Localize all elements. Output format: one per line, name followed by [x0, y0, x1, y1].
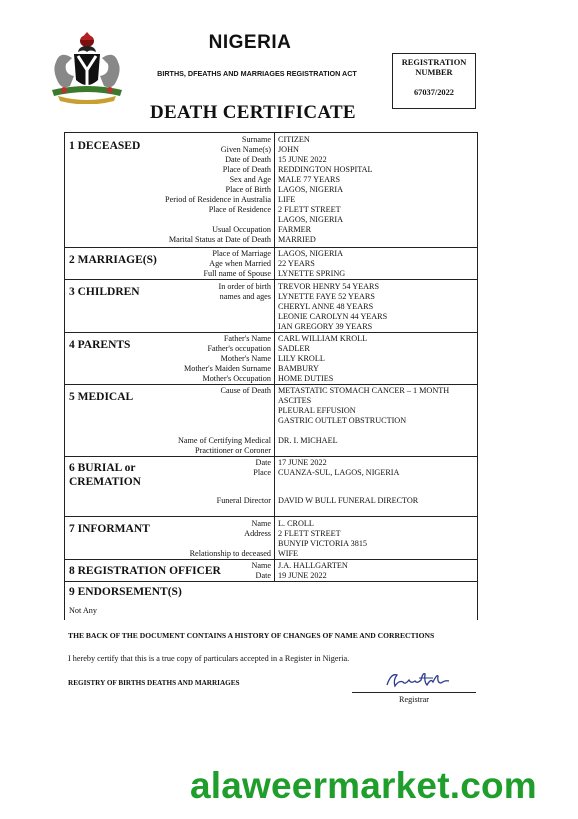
field-label: Name of Certifying Medical: [178, 436, 271, 445]
section-deceased: [65, 133, 477, 248]
medical-values: [278, 386, 475, 426]
registrar-label: Registrar: [398, 695, 429, 704]
funeral-director-label: [65, 496, 271, 506]
field-value: LEONIE CAROLYN 44 YEARS: [278, 312, 388, 321]
children-labels: [65, 282, 271, 302]
field-label: Sex and Age: [229, 175, 271, 184]
field-label: Cause of Death: [220, 386, 271, 395]
section-title: 9 ENDORSEMENT(S): [69, 586, 182, 598]
field-value: LAGOS, NIGERIA: [278, 249, 344, 258]
field-label: Address: [244, 529, 271, 538]
field-label: names and ages: [219, 292, 271, 301]
field-label: Mother's Occupation: [202, 374, 271, 383]
field-label: Name: [251, 561, 271, 570]
field-value: LYNETTE FAYE 52 YEARS: [278, 292, 375, 301]
registration-label: REGISTRATION: [401, 58, 467, 67]
field-label: Father's occupation: [207, 344, 271, 353]
field-value: TREVOR HENRY 54 YEARS: [278, 282, 380, 291]
section-marriage: [65, 248, 477, 280]
field-label: Age when Married: [209, 259, 271, 268]
field-value: BAMBURY: [278, 364, 319, 373]
registration-act: BIRTHS, DFEATHS AND MARRIAGES REGISTRATION ACT: [157, 69, 357, 78]
back-of-document-note: THE BACK OF THE DOCUMENT CONTAINS A HISTORY OF CHANGES OF NAME AND CORRECTIONS: [68, 631, 435, 640]
signature-line: [352, 692, 476, 693]
deceased-values: [278, 135, 475, 245]
field-value: LYNETTE SPRING: [278, 269, 346, 278]
field-value: 22 YEARS: [278, 259, 315, 268]
officer-values: [278, 561, 475, 581]
field-value: CARL WILLIAM KROLL: [278, 334, 368, 343]
field-label: Date: [255, 458, 271, 467]
field-value: 2 FLETT STREET: [278, 529, 341, 538]
parents-labels: [65, 334, 271, 384]
registry-name: REGISTRY OF BIRTHS DEATHS AND MARRIAGES: [68, 679, 240, 687]
field-value: MALE 77 YEARS: [278, 175, 341, 184]
country-name: NIGERIA: [208, 32, 292, 53]
field-value: LIFE: [278, 195, 296, 204]
section-title: 8 REGISTRATION OFFICER: [69, 565, 221, 577]
field-label: In order of birth: [218, 282, 271, 291]
section-title-line: 6 BURIAL or: [69, 462, 136, 474]
burial-values: [278, 458, 475, 478]
watermark: alaweermarket.com: [190, 765, 537, 806]
field-label: Father's Name: [223, 334, 271, 343]
children-values: [278, 282, 475, 332]
field-label: Usual Occupation: [212, 225, 271, 234]
section-registration-officer: [65, 560, 477, 582]
field-label: Full name of Spouse: [203, 269, 271, 278]
field-label: Place of Death: [222, 165, 271, 174]
section-title: 3 CHILDREN: [69, 286, 140, 298]
certifier-values: [278, 436, 475, 446]
field-value: LAGOS, NIGERIA: [278, 215, 344, 224]
field-label: Practitioner or Coroner: [195, 446, 271, 455]
section-children: [65, 280, 477, 333]
field-value: L. CROLL: [278, 519, 314, 528]
section-medical: [65, 385, 477, 457]
field-value: IAN GREGORY 39 YEARS: [278, 322, 373, 331]
field-value: MARRIED: [278, 235, 316, 244]
marriage-values: [278, 249, 475, 279]
field-label: Place of Birth: [225, 185, 271, 194]
section-title-line: CREMATION: [69, 476, 141, 488]
field-label: Name: [251, 519, 271, 528]
field-label: Mother's Maiden Surname: [184, 364, 271, 373]
field-value: JOHN: [278, 145, 299, 154]
field-label: Relationship to deceased: [189, 549, 271, 558]
section-title: 2 MARRIAGE(S): [69, 254, 157, 266]
field-value: METASTATIC STOMACH CANCER – 1 MONTH: [278, 386, 450, 395]
field-value: 2 FLETT STREET: [278, 205, 341, 214]
field-value: DAVID W BULL FUNERAL DIRECTOR: [278, 496, 419, 505]
field-value: DR. I. MICHAEL: [278, 436, 338, 445]
coat-of-arms-logo: [44, 30, 130, 104]
field-label: Place of Residence: [208, 205, 271, 214]
field-label: Surname: [241, 135, 271, 144]
field-label: Funeral Director: [216, 496, 271, 505]
registrar-signature: [383, 670, 453, 690]
section-title: 7 INFORMANT: [69, 523, 150, 535]
field-label: Given Name(s): [220, 145, 271, 154]
field-label: Place of Marriage: [212, 249, 271, 258]
field-value: 17 JUNE 2022: [278, 458, 327, 467]
informant-labels: [65, 519, 271, 559]
burial-labels: [65, 458, 271, 478]
section-title: 5 MEDICAL: [69, 391, 134, 403]
field-label: Date of Death: [225, 155, 271, 164]
field-value: LAGOS, NIGERIA: [278, 185, 344, 194]
informant-values: [278, 519, 475, 559]
field-value: J.A. HALLGARTEN: [278, 561, 348, 570]
field-label: [65, 215, 271, 225]
registration-number-box: [392, 53, 476, 109]
field-label: Marital Status at Date of Death: [168, 235, 271, 244]
field-value: SADLER: [278, 344, 310, 353]
field-value: BUNYIP VICTORIA 3815: [278, 539, 368, 548]
section-burial: [65, 457, 477, 517]
section-title: 4 PARENTS: [69, 339, 131, 351]
medical-labels: [65, 386, 271, 396]
field-value: CHERYL ANNE 48 YEARS: [278, 302, 374, 311]
field-value: GASTRIC OUTLET OBSTRUCTION: [278, 416, 407, 425]
registration-number: 67037/2022: [413, 88, 454, 97]
field-value: REDDINGTON HOSPITAL: [278, 165, 373, 174]
section-parents: [65, 333, 477, 385]
section-endorsements: [65, 582, 477, 620]
field-label: [65, 539, 271, 549]
field-label: Date: [255, 571, 271, 580]
field-value: ASCITES: [278, 396, 312, 405]
field-label: Place: [253, 468, 271, 477]
field-value: CITIZEN: [278, 135, 310, 144]
section-title: 1 DECEASED: [69, 140, 141, 152]
field-label: Period of Residence in Australia: [165, 195, 271, 204]
marriage-labels: [65, 249, 271, 279]
field-value: PLEURAL EFFUSION: [278, 406, 356, 415]
field-value: LILY KROLL: [278, 354, 325, 363]
field-value: WIFE: [278, 549, 299, 558]
certifier-labels: [65, 436, 271, 456]
field-value: HOME DUTIES: [278, 374, 334, 383]
field-value: 19 JUNE 2022: [278, 571, 327, 580]
section-informant: [65, 517, 477, 560]
field-label: Mother's Name: [220, 354, 271, 363]
field-value: CUANZA-SUL, LAGOS, NIGERIA: [278, 468, 400, 477]
document-title: DEATH CERTIFICATE: [150, 102, 356, 123]
endorsement-value: Not Any: [69, 606, 97, 615]
parents-values: [278, 334, 475, 384]
officer-labels: [65, 561, 271, 581]
registration-label-number: NUMBER: [415, 68, 453, 77]
certification-statement: I hereby certify that this is a true copy of particulars accepted in a Register in Nigeria.: [68, 654, 350, 663]
field-value: 15 JUNE 2022: [278, 155, 327, 164]
field-value: FARMER: [278, 225, 312, 234]
certificate-table: [64, 132, 478, 620]
deceased-labels: [65, 135, 271, 245]
funeral-director-value: [278, 496, 475, 506]
